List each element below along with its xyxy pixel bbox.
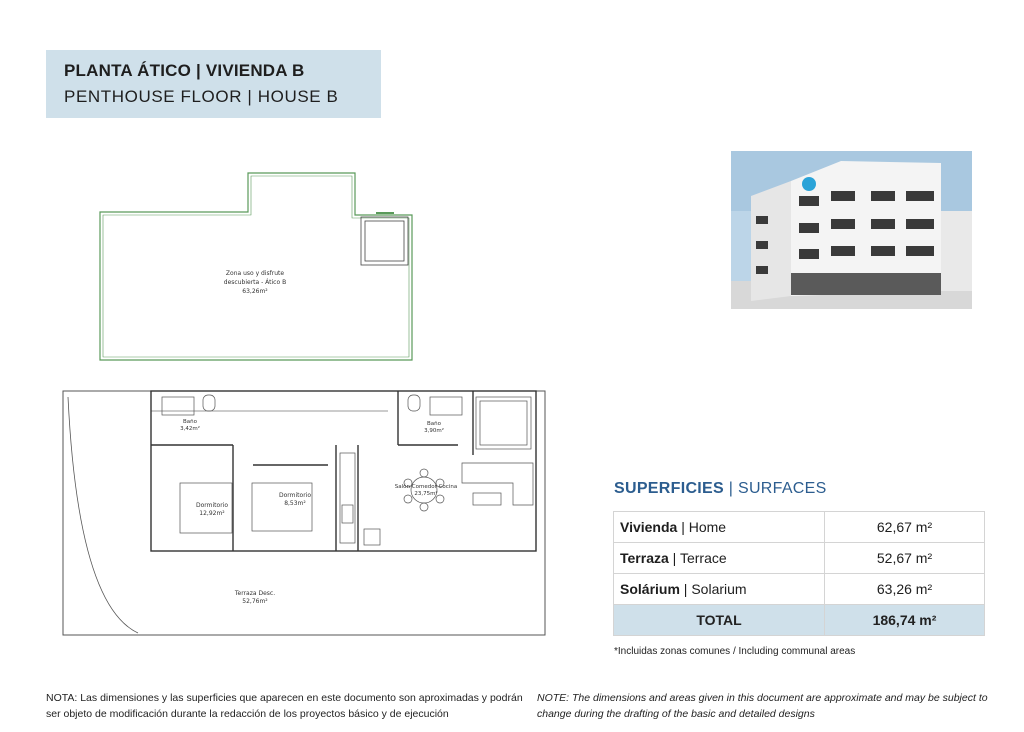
surfaces-table	[613, 511, 985, 636]
room-labels	[180, 419, 457, 605]
surfaces-title: SUPERFICIES | SURFACES	[614, 480, 827, 497]
surfaces-footnote: *Incluidas zonas comunes / Including communal areas	[614, 646, 856, 657]
page-title-en: PENTHOUSE FLOOR | HOUSE B	[64, 87, 339, 106]
total-row: TOTAL 186,74 m²	[614, 605, 985, 636]
svg-text:12,92m²: 12,92m²	[199, 510, 225, 517]
solarium-stair	[361, 213, 408, 265]
table-row: Vivienda | Home 62,67 m²	[614, 512, 985, 543]
svg-text:Dormitorio: Dormitorio	[279, 492, 311, 499]
svg-text:3,42m²: 3,42m²	[180, 426, 200, 432]
table-row: Terraza | Terrace 52,67 m²	[614, 543, 985, 574]
solarium-area: 63,26m²	[242, 288, 268, 295]
svg-text:8,53m²: 8,53m²	[284, 500, 306, 507]
location-marker-icon	[802, 177, 816, 191]
svg-text:Terraza Desc.: Terraza Desc.	[234, 590, 276, 597]
interior-walls	[151, 391, 536, 551]
table-row: Solárium | Solarium 63,26 m²	[614, 574, 985, 605]
floor-plan	[58, 165, 553, 640]
note-spanish: NOTA: Las dimensiones y las superficies que aparecen en este documento son aproximadas y podrán ser objeto de modificación durante la redacción de los proyectos básico y de ejecución	[46, 692, 523, 720]
building-render	[731, 151, 972, 309]
title-box	[46, 50, 381, 118]
svg-text:3,90m²: 3,90m²	[424, 428, 444, 434]
solarium-outline	[100, 173, 412, 360]
furniture	[162, 395, 533, 545]
page-title-es: PLANTA ÁTICO | VIVIENDA B	[64, 61, 305, 80]
svg-text:Dormitorio: Dormitorio	[196, 502, 228, 509]
note-english: NOTE: The dimensions and areas given in this document are approximate and may be subject to change during the drafting of the basic and detailed designs	[537, 692, 988, 720]
svg-text:Baño: Baño	[183, 419, 197, 425]
solarium-label-1: Zona uso y disfrute	[225, 270, 285, 277]
svg-text:23,75m²: 23,75m²	[414, 491, 438, 497]
svg-text:Baño: Baño	[427, 421, 441, 427]
svg-text:52,76m²: 52,76m²	[242, 598, 268, 605]
svg-text:Salón Comedor Cocina: Salón Comedor Cocina	[394, 484, 458, 490]
solarium-label-2: descubierta - Ático B	[223, 279, 287, 286]
